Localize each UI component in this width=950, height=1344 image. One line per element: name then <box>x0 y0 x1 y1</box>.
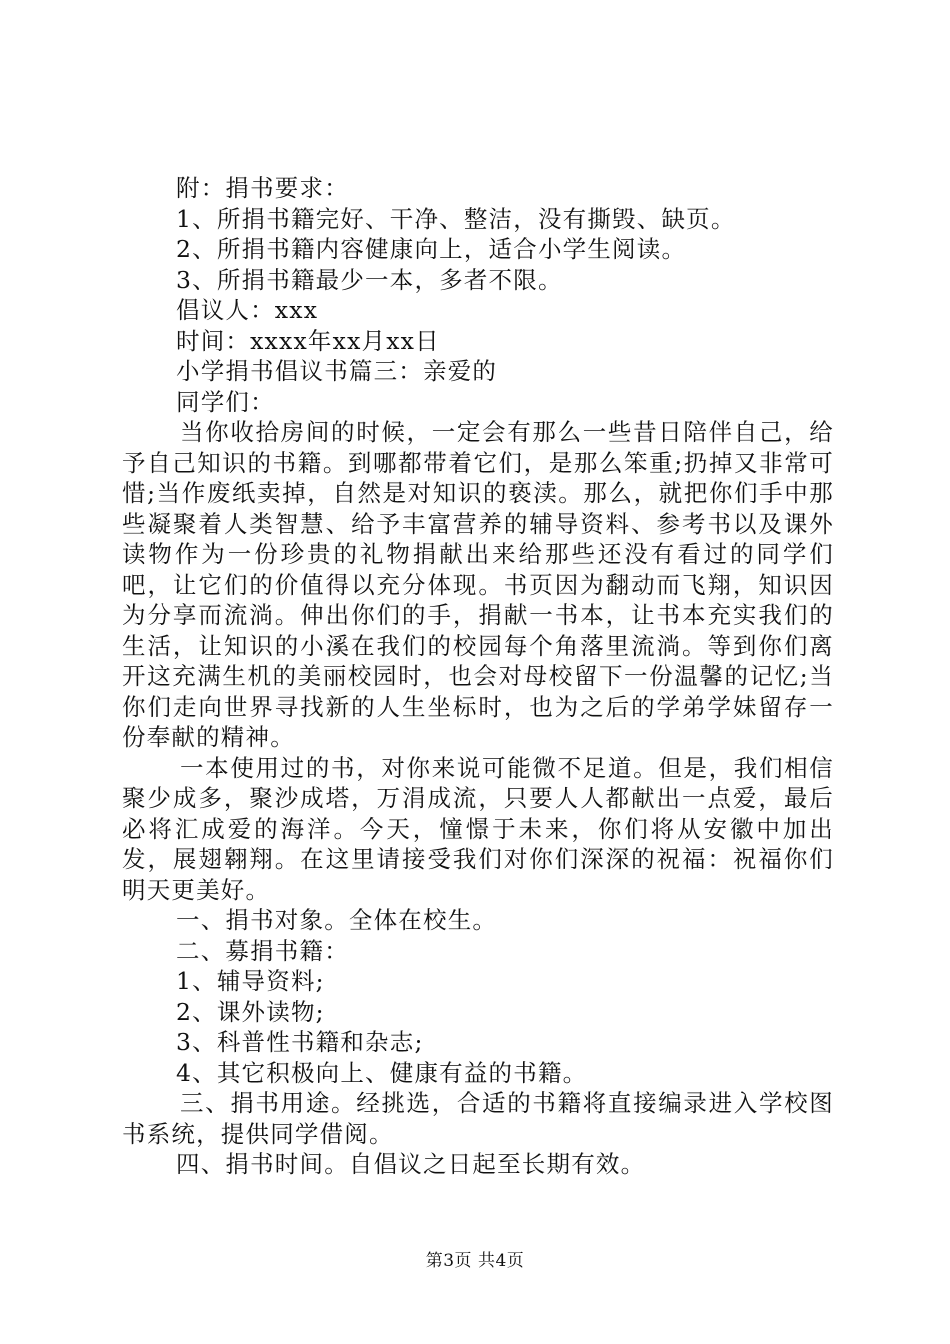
initiator-line: 倡议人：xxx <box>176 296 319 324</box>
item-donation-time: 四、捐书时间。自倡议之日起至长期有效。 <box>176 1150 646 1178</box>
item-donation-target: 一、捐书对象。全体在校生。 <box>176 906 498 934</box>
body-paragraph-2: 一本使用过的书，对你来说可能微不足道。但是，我们相信聚少成多，聚沙成塔，万涓成流，只要人人都献出一点爱，最后必将汇成爱的海洋。今天，憧憬于未来，你们将从安徽中加出发，展翅翱翔。在这里请接受我们对你们深深的祝福：祝福你们明天更美好。 <box>122 753 834 904</box>
attachment-heading: 附：捐书要求： <box>176 174 349 202</box>
requirement-3: 3、所捐书籍最少一本，多者不限。 <box>176 265 563 294</box>
date-line: 时间：xxxx年xx月xx日 <box>176 326 440 355</box>
book-type-2: 2、课外读物; <box>176 997 325 1026</box>
page-number: 第3页 共4页 <box>425 1251 525 1271</box>
requirement-1: 1、所捐书籍完好、干净、整洁，没有撕毁、缺页。 <box>176 204 736 233</box>
salutation: 同学们： <box>176 387 275 416</box>
book-type-4: 4、其它积极向上、健康有益的书籍。 <box>176 1058 588 1087</box>
section-title: 小学捐书倡议书篇三：亲爱的 <box>176 357 498 385</box>
book-type-1: 1、辅导资料; <box>176 967 325 995</box>
book-type-3: 3、科普性书籍和杂志; <box>176 1028 424 1056</box>
document-body <box>122 173 834 1180</box>
item-books-heading: 二、募捐书籍： <box>176 936 349 965</box>
body-paragraph-1: 当你收拾房间的时候，一定会有那么一些昔日陪伴自己，给予自己知识的书籍。到哪都带着它们，是那么笨重;扔掉又非常可惜;当作废纸卖掉，自然是对知识的亵渎。那么，就把你们手中那些凝聚着人类智慧、给予丰富营养的辅导资料、参考书以及课外读物作为一份珍贵的礼物捐献出来给那些还没有看过的同学们吧，让它们的价值得以充分体现。书页因为翻动而飞翔，知识因为分享而流淌。伸出你们的手，捐献一书本，让书本充实我们的生活，让知识的小溪在我们的校园每个角落里流淌。等到你们离开这充满生机的美丽校园时，也会对母校留下一份温馨的记忆;当你们走向世界寻找新的人生坐标时，也为之后的学弟学妹留存一份奉献的精神。 <box>122 418 834 751</box>
body-paragraph-3: 三、捐书用途。经挑选，合适的书籍将直接编录进入学校图书系统，提供同学借阅。 <box>122 1089 834 1148</box>
requirement-2: 2、所捐书籍内容健康向上，适合小学生阅读。 <box>176 235 687 263</box>
